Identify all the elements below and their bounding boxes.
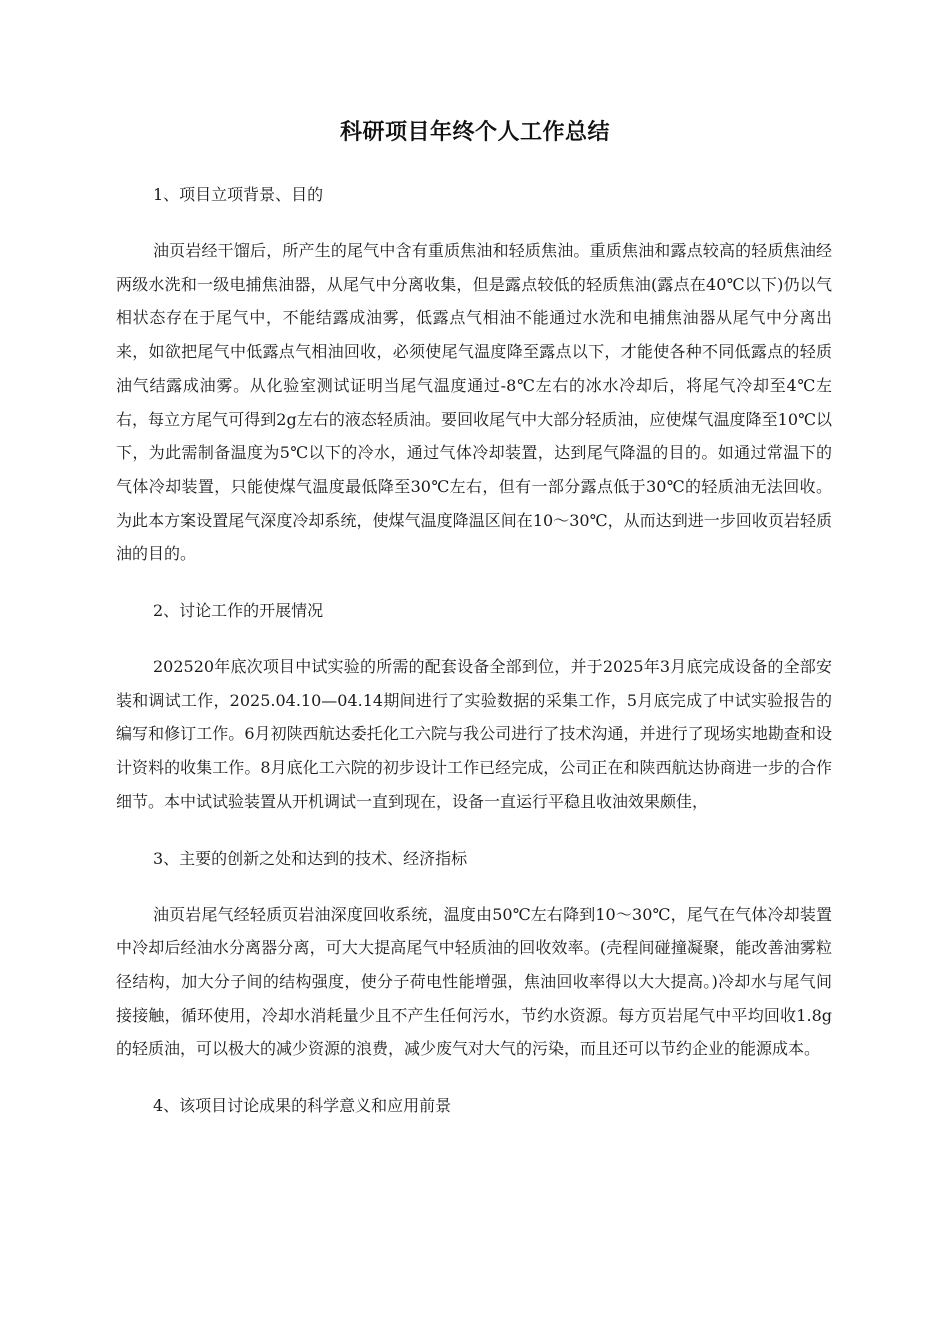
section-heading-3: 3、主要的创新之处和达到的技术、经济指标	[153, 848, 468, 868]
document-body	[116, 178, 832, 1123]
section-heading-1: 1、项目立项背景、目的	[153, 185, 324, 204]
section-paragraph-3: 油页岩尾气经轻质页岩油深度回收系统，温度由50℃左右降到10～30℃，尾气在气体冷却装置中冷却后经油水分离器分离，可大大提高尾气中轻质油的回收效率。(壳程间碰撞凝聚，能改善油雾粒径结构，加大分子间的结构强度，使分子荷电性能增强，焦油回收率得以大大提高。)冷却水与尾气间接接触，循环使用，冷却水消耗量少且不产生任何污水，节约水资源。每方页岩尾气中平均回收1.8g的轻质油，可以极大的减少资源的浪费，减少废气对大气的污染，而且还可以节约企业的能源成本。	[116, 904, 832, 1059]
section-paragraph-2: 202520年底次项目中试实验的所需的配套设备全部到位，并于2025年3月底完成设备的全部安装和调试工作，2025.04.10—04.14期间进行了实验数据的采集工作，5月底完成了中试实验报告的编写和修订工作。6月初陕西航达委托化工六院与我公司进行了技术沟通，并进行了现场实地勘查和设计资料的收集工作。8月底化工六院的初步设计工作已经完成，公司正在和陕西航达协商进一步的合作细节。本中试试验装置从开机调试一直到现在，设备一直运行平稳且收油效果颇佳，	[116, 657, 832, 811]
section-paragraph-1: 油页岩经干馏后，所产生的尾气中含有重质焦油和轻质焦油。重质焦油和露点较高的轻质焦油经两级水洗和一级电捕焦油器，从尾气中分离收集，但是露点较低的轻质焦油(露点在40℃以下)仍以气相状态存在于尾气中，不能结露成油雾，低露点气相油不能通过水洗和电捕焦油器从尾气中分离出来，如欲把尾气中低露点气相油回收，必须使尾气温度降至露点以下，才能使各种不同低露点的轻质油气结露成油雾。从化验室测试证明当尾气温度通过-8℃左右的冰水冷却后，将尾气冷却至4℃左右，每立方尾气可得到2g左右的液态轻质油。要回收尾气中大部分轻质油，应使煤气温度降至10℃以下，为此需制备温度为5℃以下的冷水，通过气体冷却装置，达到尾气降温的目的。如通过常温下的气体冷却装置，只能使煤气温度最低降至30℃左右，但有一部分露点低于30℃的轻质油无法回收。为此本方案设置尾气深度冷却系统，使煤气温度降温区间在10～30℃，从而达到进一步回收页岩轻质油的目的。	[116, 241, 832, 564]
section-heading-4: 4、该项目讨论成果的科学意义和应用前景	[153, 1096, 452, 1116]
document-title: 科研项目年终个人工作总结	[339, 120, 610, 145]
section-heading-2: 2、讨论工作的开展情况	[153, 601, 324, 621]
